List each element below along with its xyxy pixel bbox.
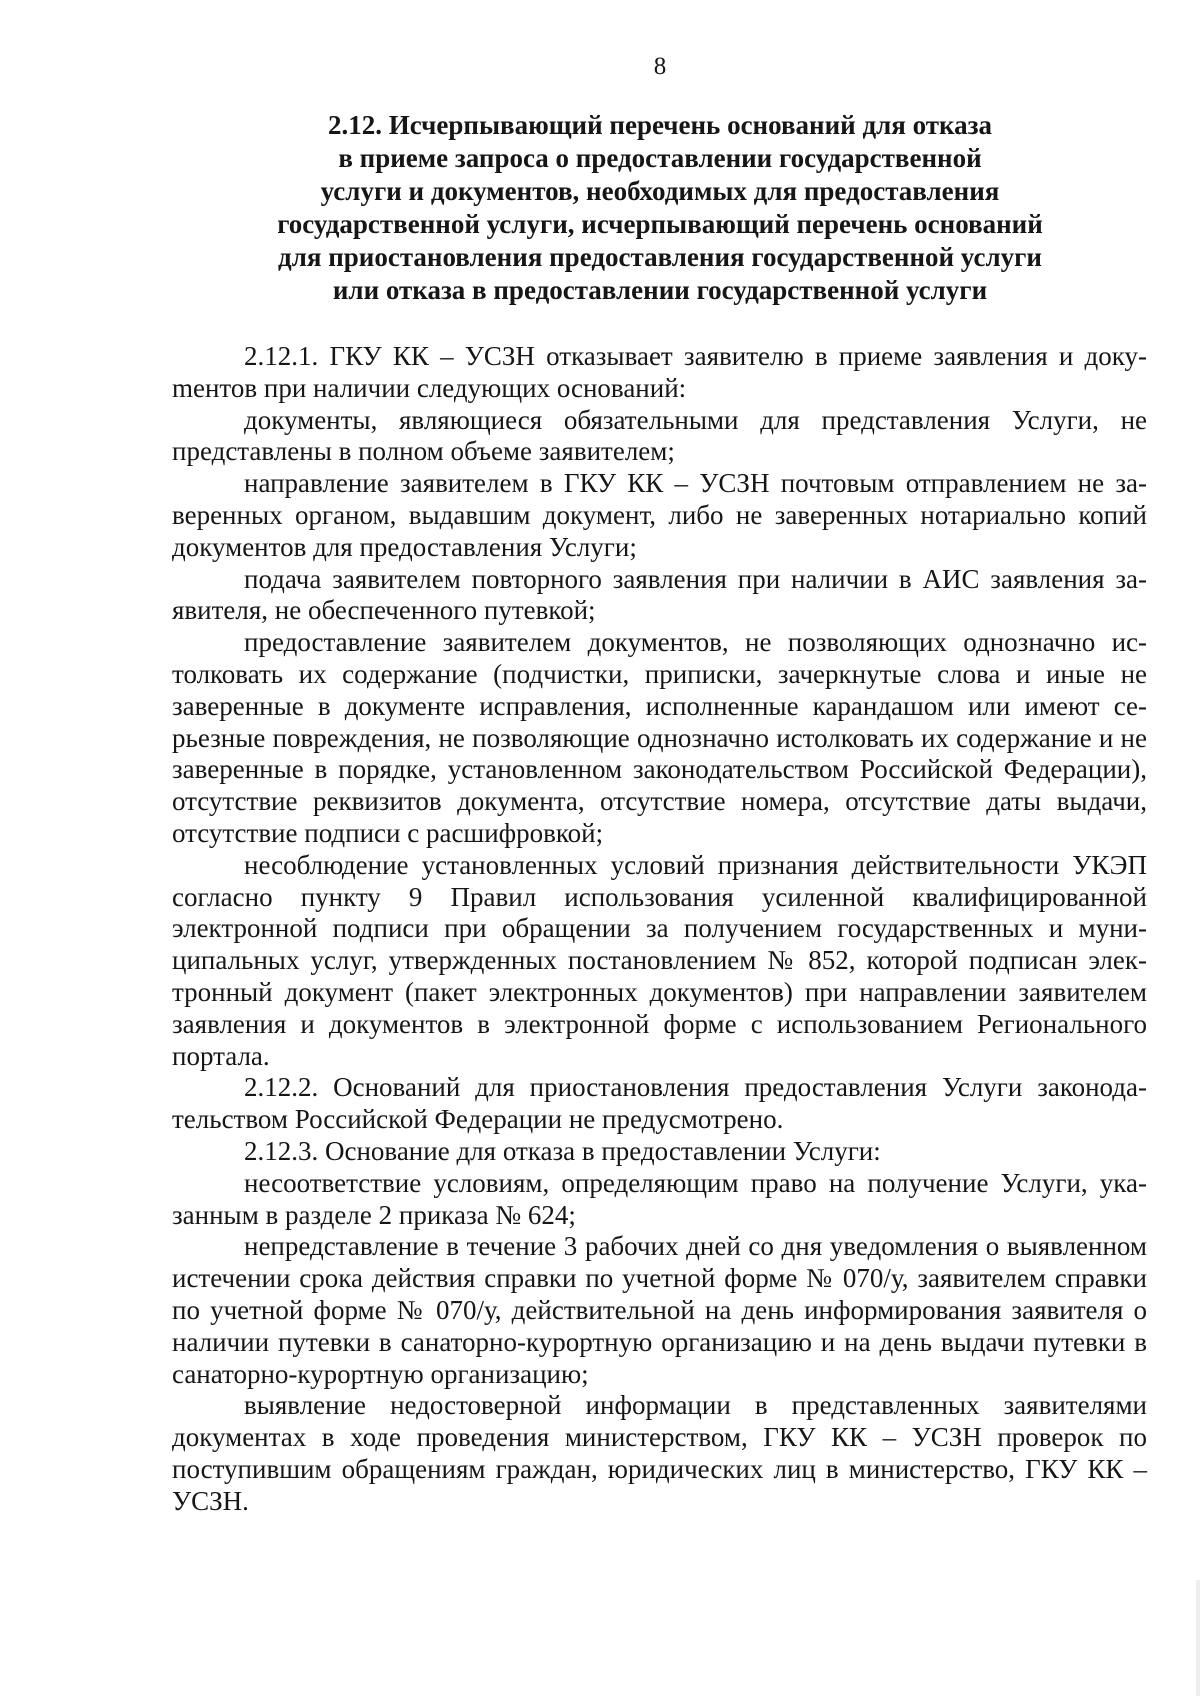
document-body — [172, 341, 1147, 1517]
page-number: 8 — [653, 53, 667, 80]
heading-line: 2.12. Исчерпывающий перечень оснований для отказа — [327, 110, 993, 140]
paragraph-item: выявление недостоверной информации в представленных заявителями документах в ходе проведения министерством, ГКУ КК – УСЗН проверок по поступившим обращениям граждан, юридических лиц в министерство, ГКУ КК – УСЗН. — [172, 1390, 1147, 1516]
scan-edge-mark — [1196, 1580, 1200, 1696]
heading-line: или отказа в предоставлении государственной услуги — [332, 275, 988, 305]
paragraph-item: подача заявителем повторного заявления при наличии в АИС заявления заявителя, не обеспеченного путевкой; — [172, 563, 1147, 626]
heading-line: услуги и документов, необходимых для предоставления — [320, 176, 1000, 206]
paragraph-2-12-3: 2.12.3. Основание для отказа в предоставлении Услуги: — [244, 1135, 881, 1166]
paragraph-item: предоставление заявителем документов, не позволяющих однозначно истолковать их содержание (подчистки, приписки, зачеркнутые слова и иные не заверенные в документе исправления, исполненные карандашом или имеют серьезные повреждения, не позволяющие однозначно истолковать их содержание и не заверенные в порядке, установленном законодательством Российской Федерации), отсутствие реквизитов документа, отсутствие номера, отсутствие даты выдачи, отсутствие подписи с расшифровкой; — [172, 627, 1147, 848]
paragraph-item: непредставление в течение 3 рабочих дней со дня уведомления о выявленном истечении срока действия справки по учетной форме № 070/у, заявителем справки по учетной форме № 070/у, действительной на день информирования заявителя о наличии путевки в санаторно-курортную организацию и на день выдачи путевки в санаторно-курортную организацию; — [172, 1231, 1147, 1389]
paragraph-item: направление заявителем в ГКУ КК – УСЗН почтовым отправлением не заверенных органом, выдавшим документ, либо не заверенных нотариально копий документов для предоставления Услуги; — [172, 468, 1147, 562]
section-heading — [160, 109, 1160, 307]
paragraph-item: несоблюдение установленных условий признания действительности УКЭП согласно пункту 9 Правил использования усиленной квалифицированной электронной подписи при обращении за получением государственных и муниципальных услуг, утвержденных постановлением № 852, которой подписан электронный документ (пакет электронных документов) при направлении заявителем заявления и документов в электронной форме с использованием Регионального портала. — [172, 849, 1147, 1071]
paragraph-item: несоответствие условиям, определяющим право на получение Услуги, указанным в разделе 2 приказа № 624; — [172, 1167, 1147, 1230]
paragraph-2-12-2: 2.12.2. Оснований для приостановления предоставления Услуги законодательством Российской Федерации не предусмотрено. — [172, 1072, 1147, 1135]
heading-line: для приостановления предоставления государственной услуги — [278, 242, 1042, 272]
paragraph-2-12-1: 2.12.1. ГКУ КК – УСЗН отказывает заявителю в приеме заявления и докуmентов при наличии следующих оснований: — [172, 341, 1147, 403]
heading-line: государственной услуги, исчерпывающий перечень оснований — [277, 209, 1043, 239]
paragraph-item: документы, являющиеся обязательными для представления Услуги, не представлены в полном объеме заявителем; — [172, 404, 1147, 467]
heading-line: в приеме запроса о предоставлении государственной — [338, 143, 982, 173]
